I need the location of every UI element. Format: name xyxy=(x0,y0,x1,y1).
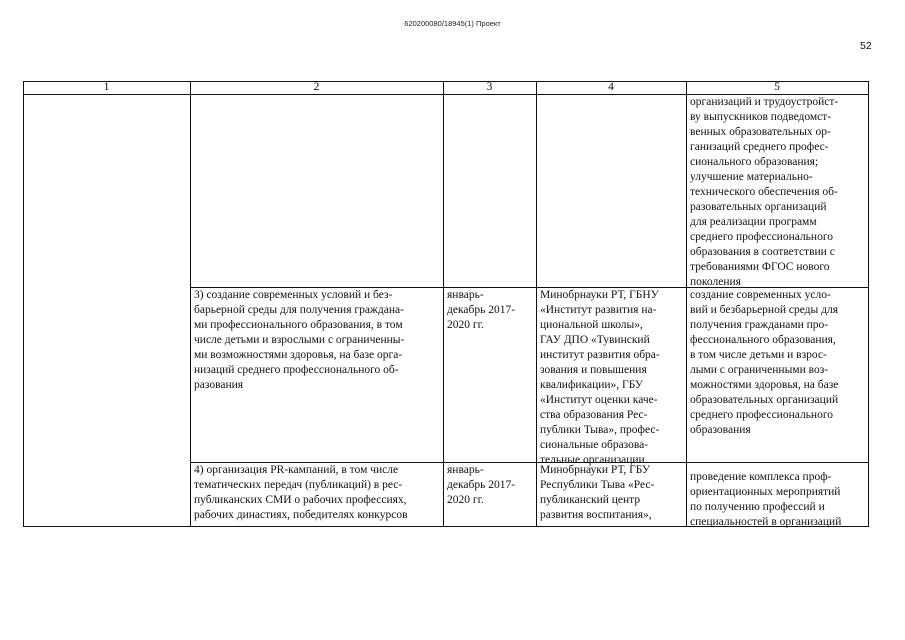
row3-responsible: Минобрнауки РТ, ГБУ Республики Тыва «Рес- публиканский центр развития воспитания», xyxy=(540,464,655,521)
column-header-3: 3 xyxy=(486,81,493,93)
row2-period: январь- декабрь 2017- 2020 гг. xyxy=(447,289,516,331)
page-number: 52 xyxy=(860,40,872,52)
column-header-4: 4 xyxy=(608,81,614,93)
row3-period: январь- декабрь 2017- 2020 гг. xyxy=(447,464,516,506)
document-id: 620200080/18945(1) Проект xyxy=(404,19,501,28)
document-table xyxy=(23,81,869,527)
column-header-5: 5 xyxy=(774,81,780,93)
row3-measure: 4) организация PR-кампаний, в том числе тематических передач (публикаций) в рес- публиканских СМИ о рабочих профессиях, рабочих династиях, победителях конкурсов xyxy=(194,464,408,521)
column-border xyxy=(190,81,191,527)
column-border xyxy=(536,81,537,527)
row2-responsible: Минобрнауки РТ, ГБНУ «Институт развития на- циональной школы», ГАУ ДПО «Тувинский институт развития обра- зования и повышения квалификации», ГБУ «Институт оценки каче- ства образования Рес- публики Тыва», профес- сиональные образова- тельные организации xyxy=(540,289,660,466)
column-border xyxy=(868,81,869,527)
column-border xyxy=(23,81,24,527)
row1-outcome: организаций и трудоустройст- ву выпускников подведомст- венных образовательных ор- ганизаций среднего профес- сионального образования; улучшение материально- технического обеспечения об- разовательных организаций для реализации программ среднего профессионального образования в соответствии с требованиями ФГОС нового поколения xyxy=(690,96,839,288)
column-header-1: 1 xyxy=(103,81,110,93)
row2-outcome: создание современных усло- вий и безбарьерной среды для получения гражданами про- фессионального образования, в том числе детьми и взрос- лыми с ограниченными воз- можностями здоровья, на базе образовательных организаций среднего профессионального образования xyxy=(690,289,839,436)
column-header-2: 2 xyxy=(313,81,320,93)
row3-outcome: проведение комплекса проф- ориентационных мероприятий по получению профессий и специальностей в организаций xyxy=(690,471,842,528)
row2-measure: 3) создание современных условий и без- барьерной среды для получения граждана- ми профессионального образования, в том числе детьми и взрослыми с ограниченны- ми возможностями здоровья, на базе орга- низаций среднего профессионального об- разования xyxy=(194,289,405,391)
column-border xyxy=(686,81,687,527)
column-border xyxy=(443,81,444,527)
